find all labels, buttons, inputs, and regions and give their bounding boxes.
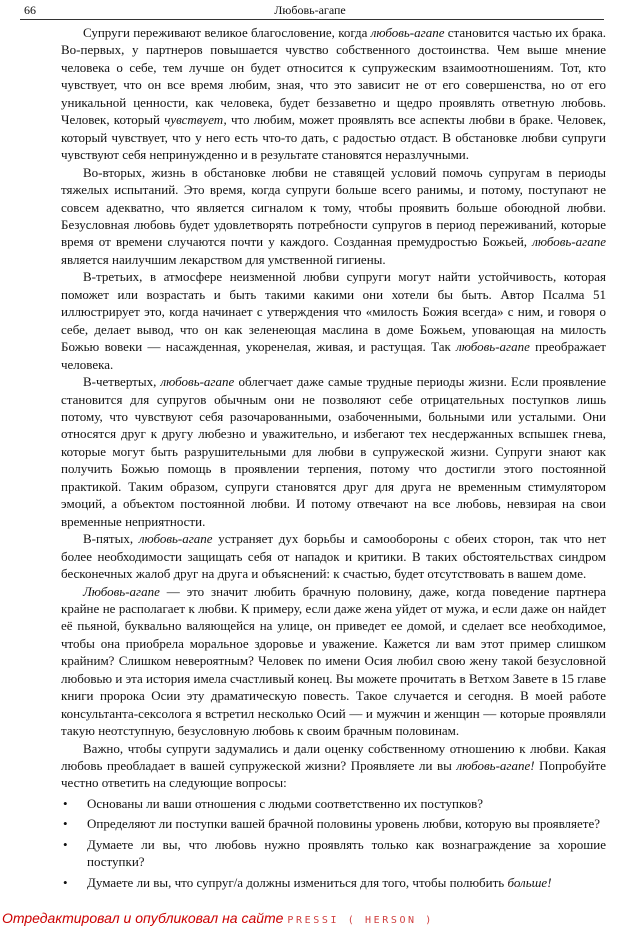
text-run: Важно, чтобы супруги задумались и дали оценку собственному отношению к любви. Какая любовь преобладает в вашей супружеской жизни? Проявляете ли вы xyxy=(61,740,606,774)
text-run: — это значит любить брачную половину, даже, когда поведение партнера крайне не располагает к любви. К примеру, если даже жена уйдет от мужа, и если даже он найдет её пьяной, буквально валяющейся на улице, он приведет ее домой, и сделает все необходимое, чтобы она приобрела моральное здоровье и уважение. Кажется ли вам этот пример слишком крайним? Слишком невероятным? Человек по имени Осия любил свою жену такой безусловной любовью и эта история имела счастливый конец. Вы можете прочитать в Ветхом Завете в 15 главе книги пророка Осии эту драматическую повесть. Такое случается и сегодня. В моей работе консультанта-сексолога я встретил несколько Осий — и мужчин и женщин — которые проявляли такую неотступную, безусловную любовь к своим брачным половинам. xyxy=(61,583,606,739)
header-rule xyxy=(20,19,604,20)
running-title: Любовь-агапе xyxy=(274,3,346,17)
bullet: • xyxy=(63,836,68,852)
text-run: что любим, может проявлять все аспекты любви в браке. Человек, который чувствует, что у него есть что-то дать, с радостью отдаст. В обстановке любви супруги чувствуют себя непринужденно и в результате становятся неразлучными. xyxy=(61,112,607,163)
text-run: облегчает даже самые трудные периоды жизни. Если проявление становится для супругов обычным они не позволяют себе отрицательных поступков лишь потому, что чувствуют себя разочарованными, озабоченными, больными или усталыми. Они относятся друг к другу любезно и уважительно, и избегают тех несдержанных вспышек гнева, которые могут быть разрушительными для любви в супружеской жизни. Супруги знают как получить Божью помощь в проявлении терпения, потому что достигли этого постоянной практикой. Таким образом, супруги становятся друг для друга не временным стимулятором эмоций, а объектом постоянной любви. И потому отвечают на все любовь, невзирая на свои временные неприятности. xyxy=(61,374,606,529)
text-run: В-пятых, xyxy=(83,531,139,547)
text-run: преображает человека. xyxy=(61,339,606,372)
italic-run: любовь-агапе xyxy=(138,531,213,547)
text-run: Думаете ли вы, что супруг/а должны измениться для того, чтобы полюбить xyxy=(87,874,508,890)
paragraph xyxy=(61,373,606,530)
footer-site-name: PRESSI ( HERSON ) xyxy=(287,915,434,926)
bullet: • xyxy=(63,795,68,811)
text-run: является наилучшим лекарством для умственной гигиены. xyxy=(61,251,386,267)
text-run: Во-вторых, жизнь в обстановке любви не ставящей условий помочь супругам в периоды тяжелых испытаний. Это время, когда супруги больше всего ранимы, и потому, поступают не совсем адекватно, что является сигналом к тому, чтобы проявить больше обоюдной любви. Безусловная любовь будет удовлетворять потребности супругов в период переживаний, которые время от времени случаются почти у каждого. Созданная премудростью Божьей, xyxy=(61,164,606,250)
list-item-text xyxy=(87,816,600,831)
footer-text: Отредактировал и опубликовал на сайте xyxy=(2,910,284,926)
page-header xyxy=(0,0,620,24)
paragraph xyxy=(61,583,606,740)
text-run: Попробуйте честно ответить на следующие вопросы: xyxy=(61,758,607,791)
page-number: 66 xyxy=(24,3,36,17)
text-run: становится частью их брака. Во-первых, у партнеров повышается чувство собственного достоинства. Чем выше мнение человека о себе, тем лучше он будет относится к супружеским взаимоотношениям. Тот, кто чувствует, что он все время любим, зная, что это зависит не от его совершенства, но от его уникальной ценности, как человека, будет беззаветно и щедро проявлять ответную любовь. Человек, который xyxy=(61,25,606,128)
italic-run: больше! xyxy=(507,874,552,890)
paragraph xyxy=(61,24,606,164)
paragraph xyxy=(61,268,606,373)
footer-credit xyxy=(2,910,434,926)
list-item-text xyxy=(87,796,483,811)
text-run: В-третьих, в атмосфере неизменной любви супруги могут найти устойчивость, которая поможет или возрастать и быть такими какими они хотели бы быть. Автор Псалма 51 иллюстрирует это, когда начинает с утверждения что «милость Божия всегда» с ним, и говоря о себе, делает вывод, что он как зеленеющая маслина в доме Божьем, уповающая на милость Божью вовеки — насажденная, укоренелая, живая, и растущая. Так xyxy=(61,269,606,355)
list-item-text xyxy=(87,837,606,869)
text-run: Определяют ли поступки вашей брачной половины уровень любви, которую вы проявляете? xyxy=(87,816,600,832)
list-item xyxy=(61,874,606,891)
list-item xyxy=(61,836,606,871)
italic-run: любовь-агапе! xyxy=(456,758,535,774)
paragraph xyxy=(61,740,606,792)
list-item-text xyxy=(87,875,552,890)
italic-run: любовь-агапе xyxy=(370,25,445,40)
text-run: Основаны ли ваши отношения с людьми соответственно их поступков? xyxy=(87,795,484,811)
page-body xyxy=(61,24,606,891)
bullet: • xyxy=(63,874,68,890)
list-item xyxy=(61,795,606,812)
paragraph xyxy=(61,530,606,582)
text-run: В-четвертых, xyxy=(83,374,161,390)
text-run: Думаете ли вы, что любовь нужно проявлять только как вознаграждение за хорошие поступки? xyxy=(87,836,606,870)
list-item xyxy=(61,815,606,832)
italic-run: чувствует, xyxy=(164,112,227,128)
question-list xyxy=(61,795,606,891)
bullet: • xyxy=(63,816,68,832)
italic-run: Любовь-агапе xyxy=(83,583,160,599)
italic-run: любовь-агапе xyxy=(160,374,235,390)
italic-run: любовь-агапе xyxy=(456,339,530,355)
text-run: Супруги переживают великое благословение, когда xyxy=(83,25,371,40)
italic-run: любовь-агапе xyxy=(532,234,606,250)
paragraph xyxy=(61,164,606,269)
text-run: устраняет дух борьбы и самообороны с обеих сторон, так что нет более необходимости защищать себя от нападок и критики. В таких обстоятельствах синдром бесконечных жалоб друг на друга и объяснений: к счастью, будет отсутствовать в вашем доме. xyxy=(61,531,606,582)
